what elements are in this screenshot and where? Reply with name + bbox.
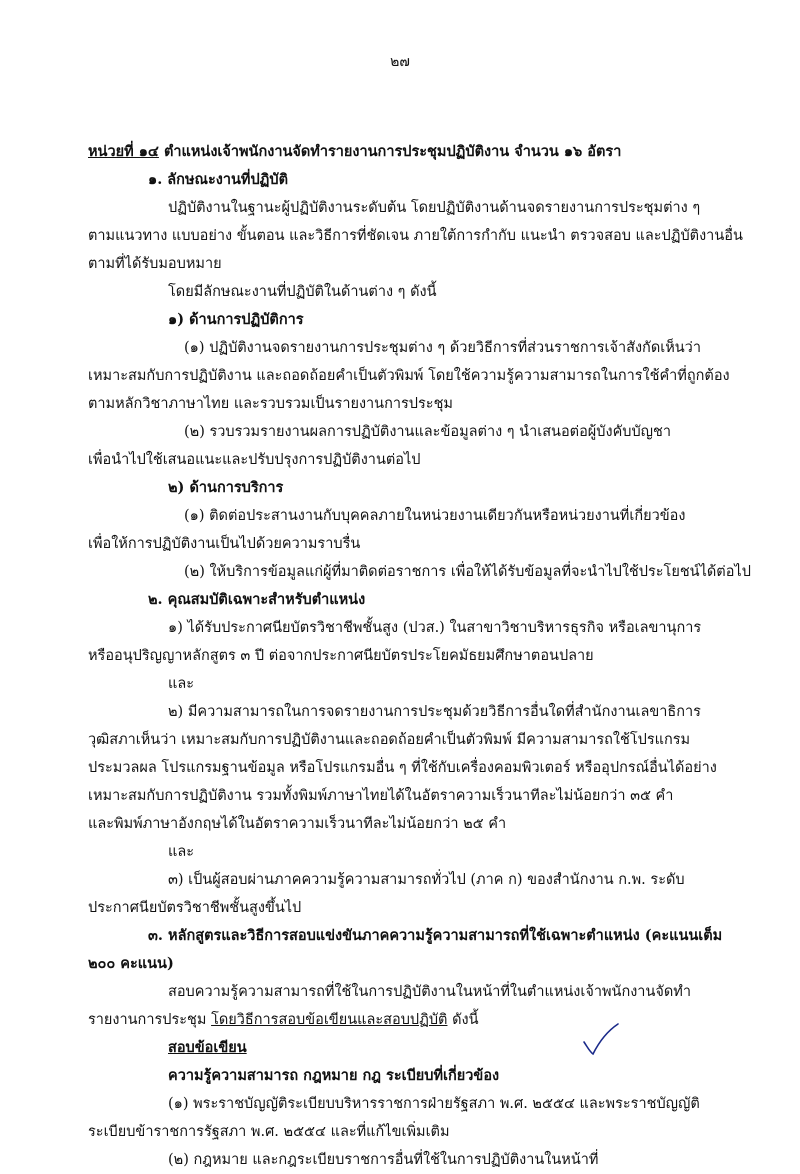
s1-b-heading: ๒) ด้านการบริการ <box>168 479 284 496</box>
s2-and: และ <box>168 676 195 692</box>
s2-q2-line: ๒) มีความสามารถในการจดรายงานการประชุมด้วยวิธีการอื่นใดที่สำนักงานเลขาธิการ <box>168 704 701 720</box>
section-2-heading: ๒. คุณสมบัติเฉพาะสำหรับตำแหน่ง <box>148 591 366 608</box>
s3-p1-line <box>88 1006 742 1034</box>
s2-q2-line: เหมาะสมกับการปฏิบัติงาน รวมทั้งพิมพ์ภาษาไทยได้ในอัตราความเร็วนาทีละไม่น้อยกว่า ๓๕ คำ <box>88 788 674 804</box>
s1-a2-line: (๒) รวบรวมรายงานผลการปฏิบัติงานและข้อมูลต่าง ๆ นำเสนอต่อผู้บังคับบัญชา <box>184 424 672 440</box>
s1-b1-line: เพื่อให้การปฏิบัติงานเป็นไปด้วยความราบรื่น <box>88 536 361 552</box>
s1-a-heading: ๑) ด้านการปฏิบัติการ <box>168 311 304 328</box>
s1-a1-line: เหมาะสมกับการปฏิบัติงาน และถอดถ้อยคำเป็นตัวพิมพ์ โดยใช้ความรู้ความสามารถในการใช้คำที่ถูกต้อง <box>88 368 730 384</box>
section-3-heading-cont: ๒๐๐ คะแนน) <box>88 955 174 972</box>
unit-label: หน่วยที่ ๑๔ <box>88 143 159 160</box>
unit-title-text: ตำแหน่งเจ้าพนักงานจัดทำรายงานการประชุมปฏิบัติงาน จำนวน ๑๖ อัตรา <box>158 143 622 160</box>
s1-intro: โดยมีลักษณะงานที่ปฏิบัติในด้านต่าง ๆ ดังนี้ <box>168 284 437 300</box>
s3-p1-pre: รายงานการประชุม <box>88 1012 212 1028</box>
s2-and: และ <box>168 844 195 860</box>
s3-k2-line: (๒) กฎหมาย และกฎระเบียบราชการอื่นที่ใช้ในการปฏิบัติงานในหน้าที่ <box>168 1152 599 1168</box>
knowledge-heading: ความรู้ความสามารถ กฎหมาย กฎ ระเบียบที่เกี่ยวข้อง <box>168 1067 500 1084</box>
s1-a2-line: เพื่อนำไปใช้เสนอแนะและปรับปรุงการปฏิบัติงานต่อไป <box>88 452 421 468</box>
handwritten-check-mark <box>580 1018 620 1058</box>
s1-p1-line: ตามแนวทาง แบบอย่าง ขั้นตอน และวิธีการที่ชัดเจน ภายใต้การกำกับ แนะนำ ตรวจสอบ และปฏิบัติงานอื่น <box>88 228 743 244</box>
s1-a1-line: (๑) ปฏิบัติงานจดรายงานการประชุมต่าง ๆ ด้วยวิธีการที่ส่วนราชการเจ้าสังกัดเห็นว่า <box>184 340 701 356</box>
s2-q2-line: วุฒิสภาเห็นว่า เหมาะสมกับการปฏิบัติงานและถอดถ้อยคำเป็นตัวพิมพ์ มีความสามารถใช้โปรแกรม <box>88 732 691 748</box>
s2-q1-line: หรืออนุปริญญาหลักสูตร ๓ ปี ต่อจากประกาศนียบัตรประโยคมัธยมศึกษาตอนปลาย <box>88 648 594 664</box>
s1-a1-line: ตามหลักวิชาภาษาไทย และรวบรวมเป็นรายงานการประชุม <box>88 396 453 412</box>
s2-q3-line: ประกาศนียบัตรวิชาชีพชั้นสูงขึ้นไป <box>88 900 302 916</box>
s3-method: โดยวิธีการสอบข้อเขียนและสอบปฏิบัติ <box>211 1012 448 1028</box>
unit-title <box>88 138 742 166</box>
document-body <box>88 138 751 1174</box>
s1-p1-line: ตามที่ได้รับมอบหมาย <box>88 256 222 272</box>
s2-q2-line: และพิมพ์ภาษาอังกฤษได้ในอัตราความเร็วนาทีละไม่น้อยกว่า ๒๕ คำ <box>88 816 507 832</box>
s3-k1-line: ระเบียบข้าราชการรัฐสภา พ.ศ. ๒๕๕๔ และที่แก้ไขเพิ่มเติม <box>88 1124 450 1140</box>
section-1-heading: ๑. ลักษณะงานที่ปฏิบัติ <box>148 171 289 188</box>
s2-q1-line: ๑) ได้รับประกาศนียบัตรวิชาชีพชั้นสูง (ปวส.) ในสาขาวิชาบริหารธุรกิจ หรือเลขานุการ <box>168 620 702 636</box>
s2-q2-line: ประมวลผล โปรแกรมฐานข้อมูล หรือโปรแกรมอื่น ๆ ที่ใช้กับเครื่องคอมพิวเตอร์ หรืออุปกรณ์อื่นได้อย่าง <box>88 760 717 776</box>
s2-q3-line: ๓) เป็นผู้สอบผ่านภาคความรู้ความสามารถทั่วไป (ภาค ก) ของสำนักงาน ก.พ. ระดับ <box>168 872 685 888</box>
s1-b2-line: (๒) ให้บริการข้อมูลแก่ผู้ที่มาติดต่อราชการ เพื่อให้ได้รับข้อมูลที่จะนำไปใช้ประโยชน์ได้ต่อไป <box>184 564 751 580</box>
s3-p1-line: สอบความรู้ความสามารถที่ใช้ในการปฏิบัติงานในหน้าที่ในตำแหน่งเจ้าพนักงานจัดทำ <box>168 984 691 1000</box>
s3-k1-line: (๑) พระราชบัญญัติระเบียบบริหารราชการฝ่ายรัฐสภา พ.ศ. ๒๕๕๔ และพระราชบัญญัติ <box>168 1096 700 1112</box>
section-3-heading: ๓. หลักสูตรและวิธีการสอบแข่งขันภาคความรู้ความสามารถที่ใช้เฉพาะตำแหน่ง (คะแนนเต็ม <box>148 927 723 944</box>
written-exam-heading: สอบข้อเขียน <box>168 1039 247 1056</box>
s1-p1-line: ปฏิบัติงานในฐานะผู้ปฏิบัติงานระดับต้น โดยปฏิบัติงานด้านจดรายงานการประชุมต่าง ๆ <box>168 200 701 216</box>
page-number: ๒๗ <box>390 54 410 70</box>
s3-p1-post: ดังนี้ <box>447 1012 479 1028</box>
s1-b1-line: (๑) ติดต่อประสานงานกับบุคคลภายในหน่วยงานเดียวกันหรือหน่วยงานที่เกี่ยวข้อง <box>184 508 686 524</box>
